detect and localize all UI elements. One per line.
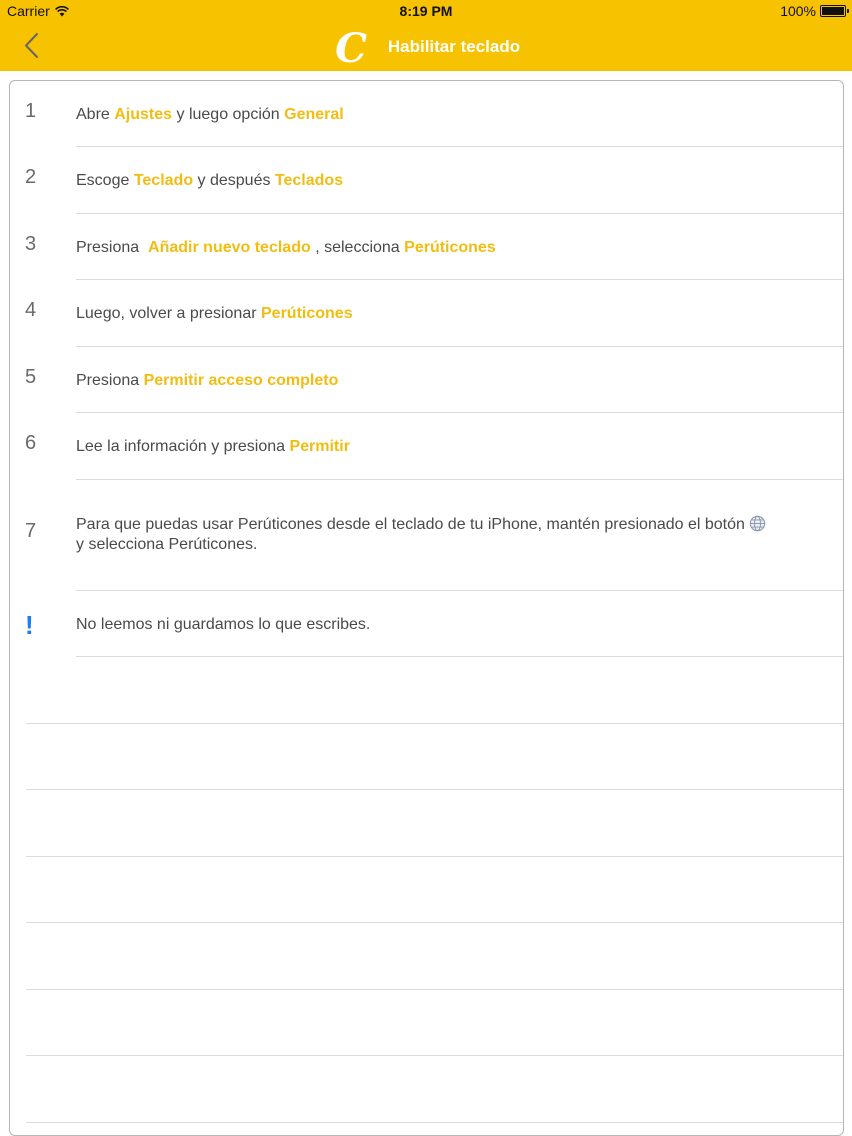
step-highlight: Perúticones [261, 305, 353, 322]
battery-status [780, 3, 846, 19]
step-number: 7 [25, 520, 37, 542]
empty-row-divider [26, 856, 843, 857]
step-highlight: Añadir nuevo teclado [148, 239, 311, 256]
step-plain-text: Luego, volver a presionar [76, 305, 261, 322]
app-header [0, 0, 852, 71]
step-text [76, 371, 821, 391]
step-text [76, 304, 821, 324]
instructions-card [9, 80, 844, 1136]
empty-row-divider [26, 723, 843, 724]
page-title: Habilitar teclado [387, 36, 521, 56]
empty-row-divider [26, 922, 843, 923]
step-number: 4 [25, 299, 37, 321]
battery-percent: 100% [780, 3, 816, 19]
empty-row-divider [26, 1055, 843, 1056]
status-time: 8:19 PM [399, 3, 453, 19]
step-highlight: Perúticones [404, 239, 496, 256]
status-bar [0, 0, 852, 22]
step-highlight: Ajustes [114, 106, 173, 123]
step-plain-text: Escoge [76, 172, 134, 189]
step-plain-text: Presiona [76, 372, 144, 389]
step-row-4 [10, 280, 843, 347]
step-number: 6 [25, 432, 37, 454]
step-number: 5 [25, 366, 37, 388]
step-row-2 [10, 147, 843, 214]
step-row-1 [10, 81, 843, 147]
step-plain-text: Presiona [76, 239, 149, 256]
step-text [76, 238, 821, 258]
step-row-7 [10, 480, 843, 591]
globe-icon [749, 515, 766, 532]
step-highlight: Teclado [133, 172, 194, 189]
step-text [76, 171, 821, 191]
step-highlight: Permitir [289, 438, 350, 455]
navigation-bar [0, 22, 852, 71]
step-text [76, 437, 821, 457]
logo-letter: C [334, 25, 367, 68]
step-number: 2 [25, 166, 37, 188]
step-plain-text: y luego opción [172, 106, 285, 123]
step-plain-text: Para que puedas usar Perúticones desde el teclado de tu iPhone, mantén presionado el botón [76, 516, 745, 533]
step-plain-text: Abre [76, 106, 115, 123]
step-row-5 [10, 347, 843, 413]
step-row-3 [10, 214, 843, 280]
step-plain-text: y selecciona Perúticones. [76, 536, 258, 553]
exclamation-icon: ! [25, 610, 34, 640]
step-highlight: Permitir acceso completo [143, 372, 339, 389]
step-number: 3 [25, 233, 37, 255]
step-plain-text: Lee la información y presiona [76, 438, 290, 455]
brand-logo-icon [332, 26, 370, 68]
row-divider [76, 656, 843, 657]
step-plain-text: y después [193, 172, 275, 189]
battery-icon [820, 5, 846, 17]
step-highlight: Teclados [274, 172, 344, 189]
privacy-notice-text: No leemos ni guardamos lo que escribes. [76, 616, 371, 633]
step-text [76, 515, 821, 555]
step-text [76, 105, 821, 125]
empty-row-divider [26, 989, 843, 990]
step-highlight: General [284, 106, 344, 123]
empty-row-divider [26, 789, 843, 790]
privacy-notice-row [10, 591, 843, 657]
empty-row-divider [26, 1122, 843, 1123]
step-number: 1 [25, 100, 37, 122]
step-plain-text: , selecciona [310, 239, 405, 256]
carrier-label: Carrier [7, 3, 50, 19]
step-row-6 [10, 413, 843, 480]
